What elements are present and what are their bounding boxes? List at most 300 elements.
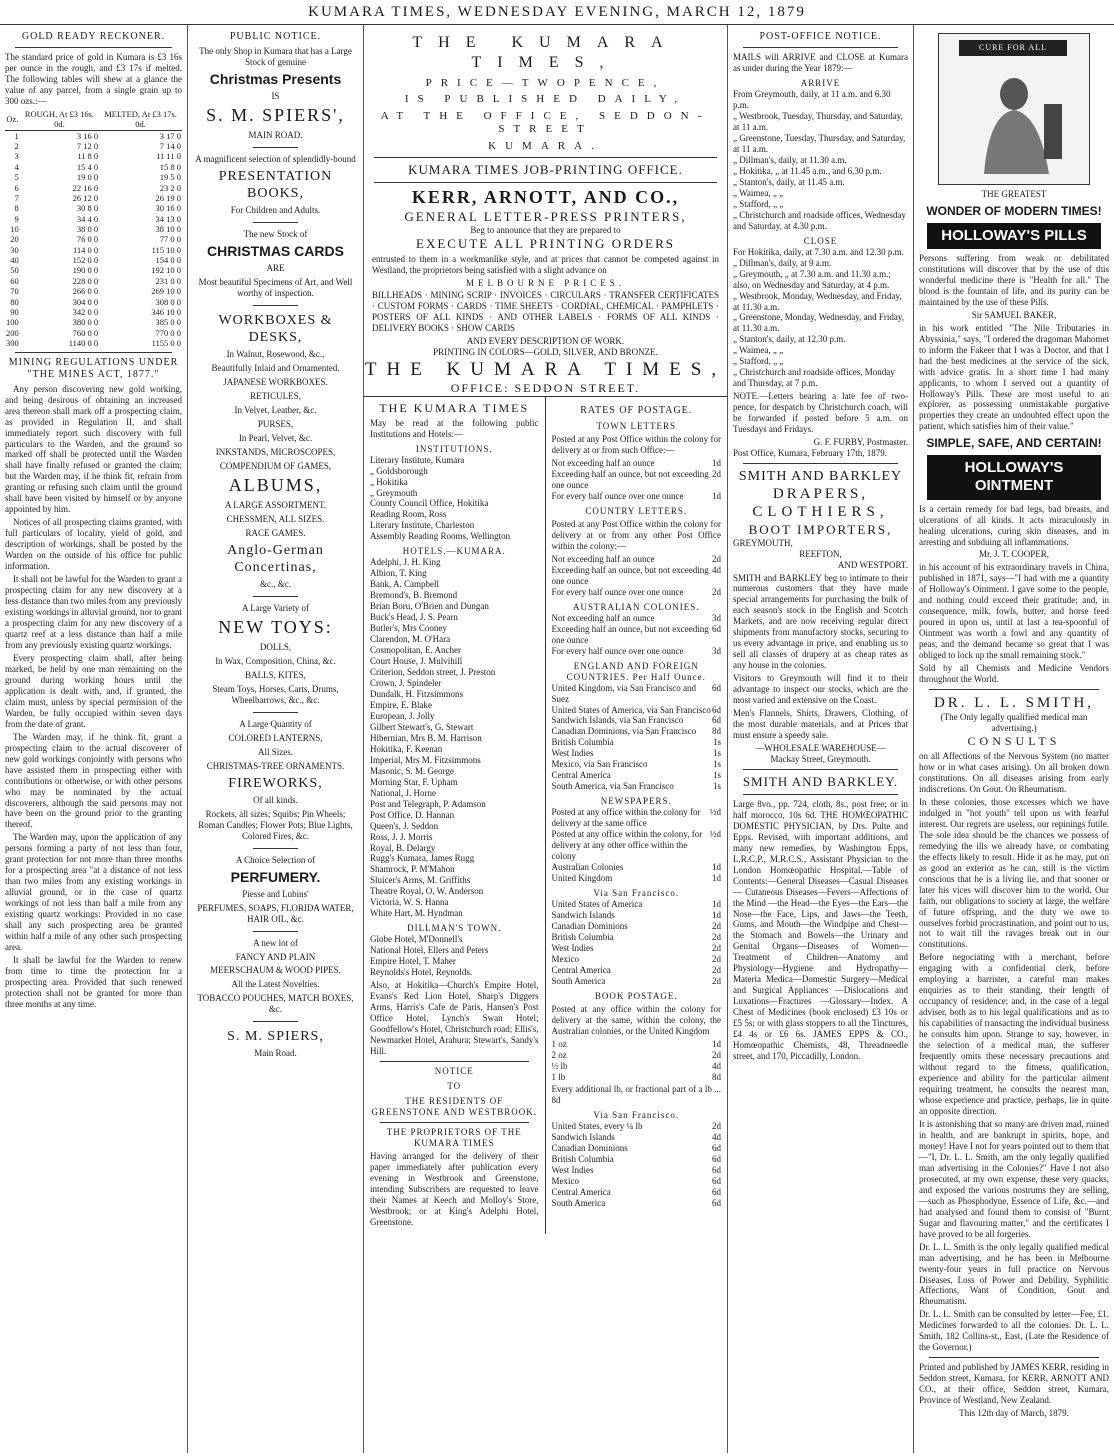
rate-label: United States of America (551, 898, 643, 909)
table-cell: 15 4 0 (76, 161, 99, 172)
hotels-head: HOTELS.—KUMARA. (402, 546, 506, 557)
consults-on: on all Affections of the Nervous System (no matter how or in what cases arising). On all broken down constitutions. On all diseases arising from early indiscretions. On Gout. On Rheumatism. (919, 750, 1109, 794)
rate-value: 1s (712, 770, 721, 781)
rate-value: 3d (712, 645, 721, 656)
table-cell: 19 5 0 (159, 172, 181, 183)
rate-label: Canadian Dominions (551, 1143, 628, 1154)
rate-label: British Columbia (551, 1154, 614, 1165)
po-signatory: G. F. FURBY, Postmaster. (813, 437, 908, 448)
rate-value: 1d (712, 909, 721, 920)
table-cell: 50 (10, 265, 19, 276)
rate-value: 2d (712, 942, 721, 953)
drapers: DRAPERS, (772, 486, 869, 503)
cooper-text: in his account of his extraordinary travels in China, published in 1871, says—"I had with me a quantity of Holloway's Ointment. I gave some to the people, and nothing could exceed their gratitude; and, in consequence, milk, fowls, butter, and horse feed poured in upon us, until at last a tea-spoonful of Ointment was worth a fowl and any quantity of peas, and the demand became so great that I was obliged to lock up the small remaining stock." (919, 562, 1109, 661)
rate-value: 6d (712, 1154, 721, 1165)
purses-pearl: In Pearl, Velvet, &c. (238, 433, 313, 444)
paper-title-large: THE KUMARA TIMES, (364, 359, 727, 381)
all-kinds: Of all kinds. (253, 794, 298, 805)
rate-value: 1d (712, 873, 721, 884)
rate-row (552, 1198, 722, 1209)
list-item: Literary Institute, Charleston (370, 520, 475, 531)
table-cell: 90 (10, 306, 19, 317)
aus-head: AUSTRALIAN COLONIES. (573, 601, 700, 612)
column-kumara-times (364, 25, 728, 1453)
rate-row (552, 1132, 722, 1143)
wholesale: —WHOLESALE WAREHOUSE— (755, 743, 886, 754)
table-cell: 77 0 0 (159, 234, 181, 245)
table-row (5, 286, 182, 296)
table-row (5, 193, 182, 203)
po-date: Post Office, Kumara, February 17th, 1879. (733, 448, 888, 459)
list-item: White Hart, M. Hyndman (370, 908, 463, 919)
rate-label: British Columbia (551, 737, 614, 748)
christmas-cards: CHRISTMAS CARDS (207, 243, 344, 260)
table-cell: 346 10 0 (151, 306, 181, 317)
rate-row (552, 1165, 722, 1176)
postage-rates (546, 397, 728, 1233)
printer-execute: EXECUTE ALL PRINTING ORDERS (416, 235, 675, 251)
table-cell: 4 (14, 161, 19, 172)
rate-row (552, 1176, 722, 1187)
table-cell: 11 8 0 (77, 151, 99, 162)
spiers-name: S. M. SPIERS', (206, 105, 345, 126)
rate-row (552, 705, 722, 716)
proprietors-head: THE PROPRIETORS OF THE KUMARA TIMES (386, 1126, 522, 1148)
rate-label: Not exceeding half an ounce (551, 612, 655, 623)
rate-label: Central America (551, 770, 611, 781)
table-cell: 231 0 0 (155, 275, 181, 286)
rate-row (552, 921, 722, 932)
po-note: NOTE.—Letters bearing a late fee of two-pence, for despatch by Christchurch coach, will be forwarded if posted before 5 a.m. on Tuesdays and Fridays. (733, 391, 908, 435)
table-cell: 26 19 0 (155, 192, 181, 203)
mail-arrive-item: „ Stafford, „ „ (733, 198, 784, 209)
via-sf-head: Via San Francisco. (593, 888, 680, 899)
rate-label: West Indies (551, 748, 594, 759)
country-head: COUNTRY LETTERS. (585, 506, 688, 517)
rate-row (552, 737, 722, 748)
institutions-head: INSTITUTIONS. (415, 443, 493, 454)
table-row (5, 255, 182, 265)
printer-beg: Beg to announce that they are prepared to (470, 224, 621, 235)
list-item: Theatre Royal, O. W. Anderson (370, 886, 484, 897)
table-cell: 100 (6, 317, 19, 328)
smith-footer: SMITH AND BARKLEY. (742, 773, 899, 789)
list-item: Court House, J. Mulvihill (370, 656, 463, 667)
list-item: Empire Hotel, T. Maher (370, 956, 456, 967)
pills-text: Persons suffering from weak or debilitated constitutions will discover that by the use of this wonderful medicine there is "Health for all." The blood is the fountain of life, and its purity can be maintained by the use of these Pills. (919, 252, 1109, 307)
table-cell: 60 (10, 275, 19, 286)
rate-row (552, 910, 722, 921)
po-intro: MAILS will ARRIVE and CLOSE at Kumara as under during the Year 1879:— (733, 52, 908, 74)
table-cell: 3 (14, 151, 19, 162)
rate-label: 2 oz (551, 1049, 567, 1060)
table-cell: 8 (14, 203, 19, 214)
list-item: Post and Telegraph, P. Adamson (370, 798, 486, 809)
rate-row (552, 1072, 722, 1083)
rate-row (552, 770, 722, 781)
rate-label: Not exceeding half an ounce (551, 458, 655, 469)
table-row (5, 265, 182, 275)
rate-label: Canadian Dominions, via San Francisco (551, 726, 697, 737)
list-item: „ Goldsborough (370, 465, 428, 476)
rate-label: South America (551, 1198, 606, 1209)
table-cell: 7 12 0 (76, 141, 99, 152)
rate-value: 6d (712, 1187, 721, 1198)
table-row (5, 234, 182, 244)
mail-arrive-item: „ Westbrook, Tuesday, Thursday, and Saturday, at 11 a.m. (733, 111, 903, 132)
table-cell: 7 (14, 192, 19, 203)
rate-value: 1d (712, 898, 721, 909)
list-item: Morning Star, F. Upham (370, 776, 458, 787)
dr-text-3: It is astonishing that so many are driven mad, ruined in health, and are bankrupt in spirits, hope, and money! Have I not for years pointed out to them that—"I, Dr. L. L. Smith, am the only legally qualified man advertising in the Colonies?" Have I not also prosecuted, at my own expense, these very quacks, and exposed the various nostrums they are selling,—such as Phosphodyne, Essence of Life, &c.—and had analysed and found them to consist of "Burnt Sugar and flavouring matter," and the certificates I have proved to be all forgeries. (919, 1118, 1109, 1239)
list-item: Reading Room, Ross (370, 509, 447, 520)
table-cell: 9 (14, 213, 19, 224)
table-row (5, 307, 182, 317)
table-cell: 6 (14, 182, 19, 193)
rate-label: Sandwich Islands (551, 1132, 615, 1143)
table-cell: 23 2 0 (159, 182, 181, 193)
column-gold-reckoner (0, 25, 188, 1453)
table-cell: 34 4 0 (76, 213, 99, 224)
dr-text-2: Before negociating with a merchant, before engaging with a confidential clerk, before employing a barrister, a careful man makes enquiries as to their standing, their length of occupancy of residence; and, in the case of a legal adviser, both as to his legal qualifications and as to his capabilities of transacting the individual business he consults him upon. Strange to say, however, in the selection of a medical man, the sufferer frequently omits these necessary precautions and without regard to the fitness, qualification, experience and ability for the particular ailment requiring treatment, he consults the nearest man, whose experience and practice, perhaps, lie in quite an opposite direction. (919, 952, 1109, 1116)
paper-published: IS PUBLISHED DAILY, (404, 93, 687, 106)
rates-head: RATES OF POSTAGE. (580, 405, 693, 417)
table-row (5, 130, 182, 141)
rate-label: Central America (551, 1187, 611, 1198)
clothiers: CLOTHIERS, (752, 504, 889, 521)
notice-to: TO (447, 1080, 462, 1091)
list-item: Adelphi, J. H. King (370, 557, 441, 568)
table-cell: 308 0 0 (155, 296, 181, 307)
rate-value: 1d (712, 491, 721, 502)
reading-intro: May be read at the following public Institutions and Hotels:— (370, 417, 539, 439)
rate-value: 1d (712, 862, 721, 873)
dillman-head: DILLMAN'S TOWN. (407, 923, 502, 934)
mail-close-item: „ Christchurch and roadside offices, Monday and Thursday, at 7 p.m. (733, 367, 895, 389)
rate-label: Sandwich Islands, via San Francisco (551, 715, 684, 726)
table-cell: 380 0 0 (72, 317, 99, 328)
seated-figure-icon (939, 34, 1089, 184)
rate-row (552, 726, 722, 737)
rate-value: 6d (712, 1176, 721, 1187)
column-post-office (728, 25, 914, 1453)
rate-label: Central America (551, 964, 611, 975)
table-cell: 1155 0 0 (151, 337, 181, 348)
consults: CONSULTS (967, 734, 1061, 749)
mail-close-item: „ Greymouth, „ at 7.30 a.m. and 11.30 a.m.; also, on Wednesday and Saturday, at 4 p.m. (733, 268, 891, 290)
rate-row (552, 1061, 722, 1072)
dr-fee: Dr. L. L. Smith can be consulted by letter—Fee, £1. Medicines forwarded to all the colonies. Dr. L. L. Smith, 182 Collins-st., East, (Late the Residence of the Governor.) (919, 1309, 1109, 1353)
mail-arrive-item: „ Greenstone, Tuesday, Thursday, and Saturday, at 11 a.m. (733, 132, 906, 154)
meerschaum: MEERSCHAUM & WOOD PIPES. (210, 965, 341, 976)
regulation-paragraph: The Warden may, upon the application of any persons forming a party of not less than four, grant protection for not more than three months for a prospecting area "at a distance of not less than two miles from any existing workings in alluvial ground, or in the case of quartz workings of not less than half a mile from any existing quartz workings: Provided in no case shall any such prospecting area be granted within half a mile of any other such prospecting area. (5, 832, 182, 953)
melbourne-prices: MELBOURNE PRICES. (465, 277, 625, 288)
rate-label: South America (551, 975, 606, 986)
loc-reefton: REEFTON, (799, 548, 842, 559)
table-cell: 3 16 0 (76, 130, 99, 141)
regulation-paragraph: Every prospecting claim shall, after being marked, be held by one man remaining on the ground during working hours until the application is dealt with, and, if granted, the claim must, unless by special permission of the Warden, be fully occupied within seven days from the date of grant. (5, 652, 182, 729)
list-item: Buck's Head, J. S. Pearn (370, 612, 458, 623)
table-cell: 304 0 0 (72, 296, 99, 307)
table-cell: 1 (14, 130, 19, 141)
list-item: Shamrock, P. M'Mahon (370, 864, 455, 875)
dolls-wax: In Wax, Composition, China, &c. (215, 655, 336, 666)
table-cell: 70 (10, 286, 19, 297)
rate-row (552, 1154, 722, 1165)
imprint: Printed and published by JAMES KERR, residing in Seddon street, Kumara, for KERR, ARNOTT AND CO., at their office, Seddon street, Kumara, Province of Westland, New Zealand. (919, 1362, 1109, 1406)
rate-label: South America, via San Francisco (551, 781, 674, 792)
sold-by: Sold by all Chemists and Medicine Vendors throughout the World. (919, 663, 1109, 685)
rate-value: 2d (712, 1049, 721, 1060)
new-stock: The new Stock of (243, 229, 308, 240)
list-item: Gilbert Stewart's, G. Stewart (370, 721, 474, 732)
rate-row (552, 748, 722, 759)
proprietors-text: Having arranged for the delivery of their paper immediately after publication every evening in Westbrook and Greenstone, intending Subscribers are requested to leave their Names at Keech and Molloy's Store, Westbrook; or at King's Adelphi Hotel, Greenstone. (370, 1150, 539, 1227)
masthead: KUMARA TIMES, WEDNESDAY EVENING, MARCH 12, 1879 (0, 0, 1114, 25)
table-cell: 15 8 0 (159, 161, 181, 172)
homoeopathic-book-ad: Large 8vo., pp. 724, cloth, 8s., post free; or in half morocco, 10s 6d. THE HOMŒOPATHIC DOMESTIC PHYSICIAN, by Drs. Pulte and Epps. Revised, with important additions, and many new remedies, by Washington Epps, L.R.C.P., M.R.C.S., Assistant Physician to the London Homœopathic Hospital.—Table of Contents:—General Diseases—Casual Diseases — Cutaneous Diseases—Fevers—Affections of the Mind —the Head—the Eyes—the Ears—the Nose—the Face, Lips, and Jaws—the Teeth, Gums, and Mouth—the Windpipe and Chest—the Stomach and Bowels—the Urinary and Genital Organs—Diseases of Women—Treatment of Children—Anatomy and Physiology—Hygiene and Hydropathy—Materia Medica—Domestic Surgery—Medical and Surgical Appliances —Dislocations and Luxations—Fractures —Glossary—Index. A Chest of Medicines (book enclosed) £3 10s or £5 5s; or with glass stoppers to all the Tinctures, £4 4s or £6 6s. JAMES EPPS & CO., Homœopathic Chemists, 48, Threadneedle street, and 170, Piccadilly, London. (733, 798, 908, 1062)
table-cell: 11 11 0 (156, 151, 181, 162)
reading-places (364, 397, 546, 1233)
large-quantity: A Large Quantity of (239, 718, 312, 729)
table-cell: 228 0 0 (72, 275, 99, 286)
table-cell: 760 0 0 (72, 327, 99, 338)
rate-value: 6d (712, 715, 721, 726)
table-cell: 30 16 0 (155, 203, 181, 214)
reckoner-title: GOLD READY RECKONER. (21, 31, 166, 42)
rate-label: West Indies (551, 1165, 594, 1176)
rate-value: 2d (712, 920, 721, 931)
list-item: Royal, B. Delargy (370, 842, 436, 853)
column-holloway-smith (914, 25, 1114, 1453)
table-cell: 114 0 0 (72, 244, 99, 255)
greatest: THE GREATEST (981, 189, 1047, 199)
rate-row (552, 613, 722, 624)
table-cell: 19 0 0 (76, 172, 99, 183)
table-cell: 3 17 0 (159, 130, 181, 141)
table-cell: 5 (14, 172, 19, 183)
dr-name: DR. L. L. SMITH, (933, 695, 1095, 712)
list-item: Albion, T. King (370, 568, 427, 579)
table-row (5, 162, 182, 172)
imprint-date: This 12th day of March, 1879. (959, 1408, 1069, 1419)
rate-value: 2d (712, 964, 721, 975)
mail-arrive-item: „ Christchurch and roadside offices, Wednesday and Saturday, at 4.30 p.m. (733, 209, 906, 231)
rate-row (552, 759, 722, 770)
table-row (5, 276, 182, 286)
tree-ornaments: CHRISTMAS-TREE ORNAMENTS. (206, 760, 345, 771)
table-cell: 300 (6, 337, 19, 348)
rate-row (552, 624, 722, 646)
inlaid: Beautifully Inlaid and Ornamented. (211, 363, 340, 374)
purses: PURSES, (257, 419, 294, 430)
list-item: Ross, J. J. Morris (370, 831, 433, 842)
fireworks: FIREWORKS, (228, 775, 323, 791)
dr-text-4: Dr. L. L. Smith is the only legally qualified medical man advertising, and he has been in Melbourne twenty-four years in full practice on Nervous Diseases, Loss of Power and Debility, Syphilitic Affections, Want of Condition, Gout and Rheumatism. (919, 1241, 1109, 1307)
printing-colors: PRINTING IN COLORS—GOLD, SILVER, AND BRONZE. (433, 347, 658, 358)
rate-row (552, 1143, 722, 1154)
regulation-paragraph: Any person discovering new gold working, and being desirous of obtaining an increased area thereon shall mark off a prospecting claim, as provided in Regulation II, and shall immediately report such discovery with full particulars to the Warden, and the ground so marked off shall be protected until the Warden shall have finally refused or granted the claim; but the Warden may, if he think fit, refrain from granting or refusing such claim until the ground shall have been visited by himself or by anyone appointed by him. (5, 383, 182, 515)
smith-flannels: Men's Flannels, Shirts, Drawers, Clothing, of the most durable materials, and at Prices that must ensure a speedy sale. (733, 708, 908, 741)
table-cell: 76 0 0 (76, 234, 99, 245)
mining-title: MINING REGULATIONS UNDER "THE MINES ACT, 1877." (8, 357, 179, 381)
rate-row (552, 646, 722, 657)
regulation-paragraph: It shall not be lawful for the Warden to grant a prospecting claim for any new discovery at a less distance than two miles from any previously existing workings in alluvial ground, nor to grant a prospecting claim for any new discovery of a quartz reef at a less distance than half a mile from any previously existing quartz workings. (5, 574, 182, 650)
rate-value: 4d (712, 1060, 721, 1071)
all-sizes: All Sizes. (258, 746, 293, 757)
mail-arrive-item: „ Stanton's, daily, at 11.45 a.m. (733, 176, 845, 187)
rate-label: Exceeding half an ounce, but not exceeding one ounce (551, 623, 709, 645)
rate-row (552, 565, 722, 587)
list-item: Victoria, W. S. Hanna (370, 897, 449, 908)
rate-label: Canadian Dominions (551, 920, 628, 931)
table-cell: 269 10 0 (151, 286, 181, 297)
table-cell: 40 (10, 255, 19, 266)
table-cell: 30 (10, 244, 19, 255)
mail-arrive-item: From Greymouth, daily, at 11 a.m. and 6.30 p.m. (733, 89, 891, 111)
table-cell: 38 10 0 (155, 223, 181, 234)
christmas-presents: Christmas Presents (209, 71, 342, 88)
list-item: Sluicer's Arms, M. Griffiths (370, 875, 471, 886)
list-item: National Hotel, Ellers and Peters (370, 945, 489, 956)
table-row (5, 172, 182, 182)
rate-row (552, 862, 722, 873)
chessmen: CHESSMEN, ALL SIZES. (226, 513, 325, 524)
rate-label: United States, every ¼ lb (551, 1121, 643, 1132)
country-intro: Posted at any Post Office within the colony for delivery at or from any other Post Office within the colony:— (551, 519, 721, 551)
rate-row (552, 943, 722, 954)
list-item: Criterion, Seddon street, J. Preston (370, 667, 496, 678)
rate-value: 2d (712, 586, 721, 597)
table-row (5, 245, 182, 255)
list-item: Butler's, Mrs Cooney (370, 623, 447, 634)
boot-importers: BOOT IMPORTERS, (748, 521, 893, 537)
reckoner-intro: The standard price of gold in Kumara is £3 16s per ounce in the rough, and £3 17s if melted. The following tables will shew at a glance the value of any parcel, from a single grain up to 300 ozs.:— (5, 52, 182, 107)
regulation-paragraph: The Warden may, if he think fit, grant a prospecting claim to the actual discoverer of new gold workings conjointly with persons who have assisted them in prospecting either with contributions or otherwise, or with other persons who may be nominated by the actual discoverers, although the said persons may not have been on the ground prior to the granting thereof. (5, 731, 182, 830)
rate-label: British Columbia (551, 931, 614, 942)
paper-price: PRICE—TWOPENCE, (425, 77, 666, 90)
table-cell: 10 (10, 223, 19, 234)
table-row (5, 151, 182, 161)
rate-row (552, 715, 722, 726)
public-notice-heading: PUBLIC NOTICE. (229, 31, 322, 42)
rate-row (552, 554, 722, 565)
table-row (5, 183, 182, 193)
list-item: Globe Hotel, M'Donnell's (370, 934, 463, 945)
rate-label: Mexico (551, 1176, 579, 1187)
compendium: COMPENDIUM OF GAMES, (219, 461, 332, 472)
list-item: Crown, J. Spindeler (370, 677, 442, 688)
rate-row (552, 932, 722, 943)
rockets: Rockets, all sizes; Squibs; Pin Wheels; Roman Candles; Flower Pots; Blue Lights, Colored Fires, &c. (198, 808, 353, 841)
is-label: IS (271, 91, 280, 102)
job-printing: KUMARA TIMES JOB-PRINTING OFFICE. (408, 162, 683, 178)
holloway-pills-banner: HOLLOWAY'S PILLS (927, 223, 1101, 249)
choice-selection: A Choice Selection of (235, 854, 316, 865)
rate-label: United Kingdom, via San Francisco and Suez (551, 682, 696, 704)
table-cell: 22 16 0 (72, 182, 99, 193)
rate-value: 6d (712, 682, 721, 693)
list-item: Rugg's Kumara, James Rugg (370, 853, 475, 864)
colored-lanterns: COLORED LANTERNS, (228, 732, 323, 743)
large-assortment: A LARGE ASSORTMENT. (224, 499, 327, 510)
table-cell: 152 0 0 (72, 255, 99, 266)
rate-row (552, 954, 722, 965)
spiers-footer: S. M. SPIERS, (227, 1029, 324, 1045)
book-sf-head: Via San Francisco. (593, 1110, 680, 1121)
rate-value: 8d (712, 1071, 721, 1082)
regulation-paragraph: It shall be lawful for the Warden to renew from time to time the protection for a prospecting area. Provided that such renewed protection shall not be granted for more than three months at any time. (5, 955, 182, 1009)
paper-office-large: OFFICE: SEDDON STREET. (450, 381, 641, 396)
main-road-footer: Main Road. (254, 1048, 297, 1059)
rate-label: Australian Colonies (551, 862, 624, 873)
table-cell: 2 (14, 141, 19, 152)
list-item: Empire, E. Blake (370, 699, 432, 710)
list-item: Queen's, J. Seddon (370, 820, 439, 831)
new-lot: A new lot of (253, 937, 298, 948)
balls-kites: BALLS, KITES, (245, 669, 306, 680)
fancy-plain: FANCY AND PLAIN (235, 951, 316, 962)
list-item: Clarendon, M. O'Hara (370, 634, 451, 645)
list-item: Brian Boru, O'Brien and Dungan (370, 601, 489, 612)
rate-row (552, 1039, 722, 1050)
rate-value: 2d (712, 553, 721, 564)
rate-value: 6d (712, 1143, 721, 1154)
most-beautiful: Most beautiful Specimens of Art, and Well worthy of inspection. (198, 277, 353, 299)
list-item: European, J. Jolly (370, 710, 435, 721)
rate-row (552, 1121, 722, 1132)
mail-close-item: „ Stafford, „ „ (733, 356, 784, 367)
rate-value: 6d (712, 1165, 721, 1176)
main-road: MAIN ROAD. (248, 130, 303, 141)
table-cell: 770 0 0 (155, 327, 181, 338)
baker-name: Sir SAMUEL BAKER, (971, 309, 1057, 320)
rate-label: Posted at any office within the colony, for delivery at any other office within the colony (551, 829, 703, 862)
table-row (5, 328, 182, 338)
mail-close-item: For Hokitika, daily, at 7.30 a.m. and 12.30 p.m. (733, 246, 904, 257)
smith-visitors: Visitors to Greymouth will find it to their advantage to inspect our stocks, which are the most varied and extensive on the Coast. (733, 673, 908, 706)
table-cell: 266 0 0 (72, 286, 99, 297)
rate-label: United Kingdom (551, 873, 613, 884)
rate-label: 1 oz (551, 1038, 567, 1049)
ointment-text: Is a certain remedy for bad legs, bad breasts, and ulcerations of all kinds. It acts miraculously in healing ulcerations, curing skin diseases, and in arresting and subduing all inflammations. (919, 503, 1109, 547)
table-row (5, 297, 182, 307)
job-items: BILLHEADS · MINING SCRIP · INVOICES · CIRCULARS · TRANSFER CERTIFICATES · CUSTOM FORMS · CARDS · TIME SHEETS · CORDIAL, CHEMICAL · PAMPHLETS · POSTERS OF ALL KINDS · AND OTHER LABELS · FORMS OF ALL KINDS · DELIVERY BOOKS · SHOW CARDS (372, 290, 719, 334)
rate-value: 6d (712, 1198, 721, 1209)
rate-row (552, 829, 722, 862)
list-item: County Council Office, Hokitika (370, 498, 489, 509)
close-head: CLOSE (803, 235, 838, 246)
steam-toys: Steam Toys, Horses, Carts, Drums, Wheelbarrows, &c., &c. (212, 683, 339, 705)
paper-title: THE KUMARA TIMES, (412, 34, 679, 71)
book-intro: Posted at any office within the colony for delivery at the same, within the colony, the Australian colonies, or the United Kingdom (551, 1003, 721, 1036)
table-cell: 7 14 0 (159, 141, 181, 152)
workboxes: WORKBOXES & DESKS, (218, 313, 333, 346)
smith-head: SMITH AND BARKLEY (738, 469, 903, 485)
concertinas-etc: &c., &c. (260, 579, 291, 590)
mail-close-item: „ Stanton's, daily, at 12.30 p.m. (733, 334, 846, 345)
reticules: RETICULES, (250, 391, 301, 402)
rate-value: 1s (712, 748, 721, 759)
rate-label: Exceeding half an ounce, but not exceeding one ounce (551, 469, 709, 491)
piesse: Piesse and Lubins' (242, 888, 309, 899)
list-item: Bank, A. Campbell (370, 579, 439, 590)
rate-value: ½d (709, 807, 721, 818)
rate-label: West Indies (551, 942, 594, 953)
rate-value: 2d (712, 975, 721, 986)
rate-value: 4d (712, 564, 721, 575)
race-games: RACE GAMES. (245, 527, 306, 538)
